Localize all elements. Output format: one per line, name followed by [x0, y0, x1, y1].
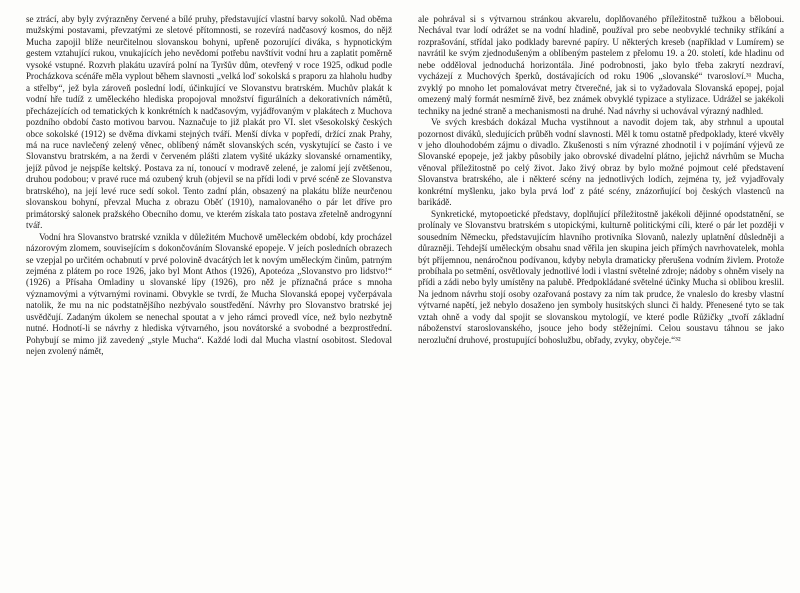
two-column-layout — [26, 14, 784, 583]
left-column — [26, 14, 392, 583]
paragraph: Synkretické, mytopoetické představy, doplňující příležitostně jakékoli dějinné opodstatnění, se prolínaly ve Slovanstvu bratrském s utopickými, kulturně politickými cíli, které o pár let později v sousedním Německu, představujícím hlavního protivníka Slovanů, nalezly uplatnění důsledněji a důrazněji. Tehdejší uměleckým obsahu snad věřila jen skupina jeich přímých navrhovatelek, mohla být příjemnou, nenáročnou podívanou, kdyby nebyla dramaticky přerušena vodním živlem. Protože probíhala po setmění, osvětlovaly jednotlivé lodi i vlastní světelné zdroje; nádoby s ohněm visely na přídi a zádi nebo byly umístěny na palubě. Předpokládané světelné účinky Mucha si oblibou kreslil. Na jednom návrhu stojí osoby ozařovaná postavy za ním tak prudce, že vnaleslo do kresby vlastní výtvarné napětí, jež nebylo dosaženo jen symboly husitských slunci či haldy. Přenesené tyto se tak vztah ohně a vody dal spojit se slovanskou mytologií, ve které podle Růžičky „tvoří základní náboženství staroslovanského, jsouce jeho body stěžejními. Celou soustavu táhnou se jako nerozluční druhové, prostupující bohoslužbu, obřady, zvyky, obyčeje.“³² — [418, 208, 784, 345]
paragraph: Vodní hra Slovanstvo bratrské vznikla v důležitém Muchově uměleckém období, kdy procházel názorovým zlomem, souvisejícím s dokončováním Slovanské epopeje. V jeích posledních obrazech se vzepjal po určitém ochabnutí v prvé polovině dvacátých let k novým uměleckým činům, patrným zejména z plátem po roce 1926, jako byl Mont Athos (1926), Apoteóza „Slovanstvo pro lidstvo!“ (1926) a Přísaha Omladiny u slovanské lípy (1926), pro něž je příznačná práce s mnoha významovými a výtvarnými rovinami. Obvykle se tvrdí, že Mucha Slovanská epopej vyčerpávala natolik, že mu na nic podstatnějšího nezbývalo soustředění. Návrhy pro Slovanstvo bratrské jej usvědčují. Zadaným úkolem se nenechal spoutat a v jeho rámci provedl více, než bylo nezbytně nutné. Hodnotí-li se návrhy z hlediska výtvarného, jsou novátorské a svobodné a bezprostřední. Pohybují se mimo již zavedený „style Mucha“. Každé lodi dal Mucha vlastní osobitost. Sledoval nejen zvolený námět, — [26, 231, 392, 357]
paragraph: Ve svých kresbách dokázal Mucha vystihnout a navodit dojem tak, aby strhnul a upoutal pozornost diváků, sledujících průběh vodní slavnosti. Měl k tomu ostatně předpoklady, které vkvěly v jeho dlouhodobém zájmu o divadlo. Zkušenosti s ním výrazné zhodnotil i v pojímání výjevů ze Slovanské epopeje, jež jakby působily jako obrovské divadelní plátno, jejichž návrhům se Mucha věnoval příležitostně po celý život. Jako živý obraz by bylo možné pojmout celé představení Slovanstva bratrského, ale i některé scény na jednotlivých lodích, zejména ty, jež vyjadřovaly konkrétní myšlenku, jako byla prvá loď z páté scény, znázorňující boj českých vlastenců na barikádě. — [418, 117, 784, 208]
right-column — [418, 14, 784, 583]
paragraph: se ztrácí, aby byly zvýrazněny červené a bílé pruhy, představující vlastní barvy sokolů. Nad oběma mužskými postavami, převzatými ze sletové přítomnosti, se rozevírá nadčasový kosmos, do nějž Mucha zapojil blíže neurčitelnou slovanskou bohyni, upřeně pozorující diváka, s hypnotickým gestem vztahující rukou, vnukajících jeho nevědomí potřebu navštívit vodní hru a zaplatit poměrně vysoké vstupné. Rozvrh plakátu uzavírá polní na Tyršův dům, otevřený v roce 1925, odkud podle Procházkova scénáře měla vyplout během slavnosti „velká loď sokolská s praporu za hlaholu hudby a střelby“, jež byla zároveň poslední lodí, účinkující ve Slovanstvu bratrském. Muchův plakát k vodní hře tudíž z uměleckého hlediska propojoval množství figurálních a dekorativních námětů, přecházejících od tematických k konkrétních k nadčasovým, vyjádřovaným v plakátech z Muchova pozdního období často motivou barvou. Naznačuje to již plakát pro VI. slet všesokolský českých obce sokolské (1912) se dvěma dívkami stejných tváří. Menší dívka v popředí, držící znak Prahy, má na ruce navlečený zelený věnec, oblíbený námět slovanských scén, vyskytující se často i ve Slovanstvu bratrském, a na žerdi v červeném plášti zlatem vyšité ukázky slovanské ornamentiky, jejíž původ je nejspíše keltský. Postava za ní, tonoucí v modravě zelené, je zalomí její zvětšenou, druhou podobou; v pravé ruce má ozubený kruh (objevil se na přídi lodi v prvé scéně ze Slovanstva bratrského), na její levé ruce sedí sokol. Tento zadní plán, obsazený na plakátu blíže neurčenou slovanskou bohyní, převzal Mucha z obrazu Oběť (1910), namalovaného o pár let dříve pro primátorský salonek pražského Obecního domu, ve kterém získala tato postava zřetelně androgynní tvář. — [26, 14, 392, 231]
paragraph: ale pohrával si s výtvarnou stránkou akvarelu, doplňovaného příležitostně tužkou a běloboui. Nechával tvar lodí odrážet se na vodní hladině, používal pro sebe neobvyklé techniky stříkání a rozprašování, střídal jako podklady barevné papíry. U některých kreseb (například v Lumírem) se navrátil ke svým zjednodušeným a oblíbeným pastelem z přelomu 19. a 20. století, kde hladinu od nebe odděloval jednoduchá horizontála. Jiné podrobnosti, jako bylo třeba zakrytí nezdraví, vycházejí z Muchových šperků, dostávajících od roku 1906 „slovanské“ tvarosloví.³¹ Mucha, zvyklý po mnoho let pomalovávat metry čtverečné, jak si to vyžadovala Slovanská epopej, pojal omezený malý formát nesmírně živě, bez známek obvyklé typizace a stylizace. Udrážel se jakékoli techniky na jedné straně a mechanismosti na druhé. Nad návrhy si uchovával výrazný nadhled. — [418, 14, 784, 116]
